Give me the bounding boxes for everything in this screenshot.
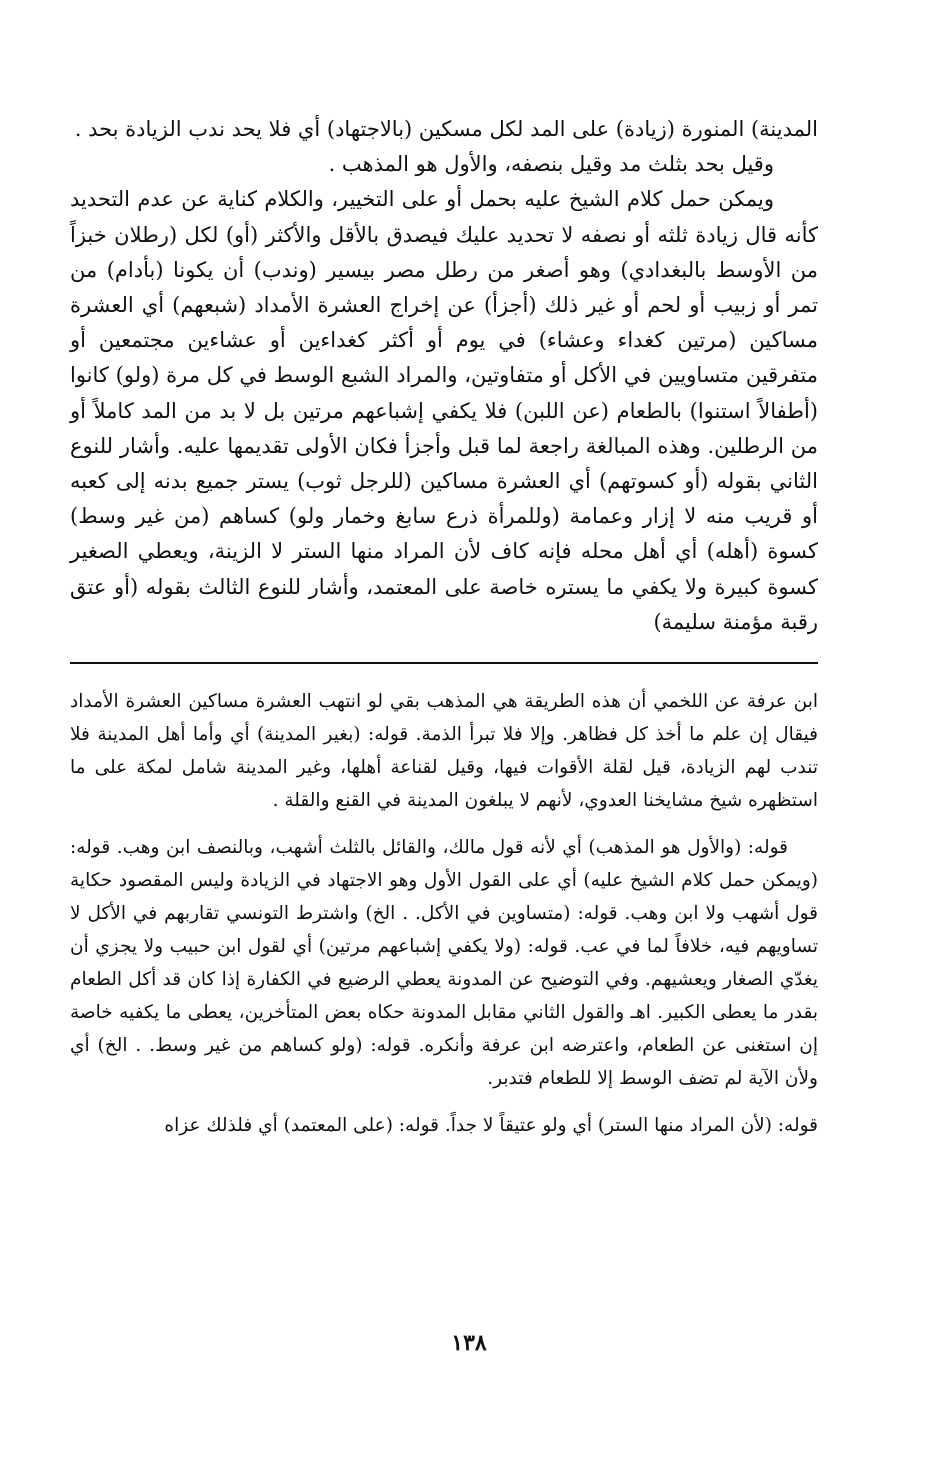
footnote-paragraph-3: قوله: (لأن المراد منها الستر) أي ولو عتيقاً لا جداً. قوله: (على المعتمد) أي فلذلك عزاه <box>164 1115 818 1137</box>
page-number: ١٣٨ <box>451 1330 487 1356</box>
footnote-paragraph-2: قوله: (والأول هو المذهب) أي لأنه قول مالك، والقائل بالثلث أشهب، وبالنصف ابن وهب. قوله: (ويمكن حمل كلام الشيخ عليه) أي على القول الأول وهو الاجتهاد في الزيادة وليس المقصود حكاية قول أشهب ولا ابن وهب. قوله: (متساوين في الأكل. . الخ) واشترط التونسي تقاربهم في الأكل لا تساويهم فيه، خلافاً لما في عب. قوله: (ولا يكفي إشباعهم مرتين) أي لقول ابن حبيب ولا يجزي أن يغدّي الصغار ويعشيهم. وفي التوضيح عن المدونة يعطي الرضيع في الكفارة إذا كان قد أكل الطعام بقدر ما يعطى الكبير. اهـ والقول الثاني مقابل المدونة حكاه بعض المتأخرين، يعطى ما يكفيه خاصة إن استغنى عن الطعام، واعترضه ابن عرفة وأنكره. قوله: (ولو كساهم من غير وسط. . الخ) أي ولأن الآية لم تضف الوسط إلا للطعام فتدبر. <box>70 837 818 1090</box>
main-text <box>70 112 818 640</box>
footnote-divider <box>70 662 818 664</box>
main-paragraph-3: ويمكن حمل كلام الشيخ عليه بحمل أو على التخيير، والكلام كناية عن عدم التحديد كأنه قال زيادة ثلثه أو نصفه لا تحديد عليك فيصدق بالأقل والأكثر (أو) لكل (رطلان خبزاً من الأوسط بالبغدادي) وهو أصغر من رطل مصر بيسير (وندب) أن يكونا (بأدام) من تمر أو زبيب أو لحم أو غير ذلك (أجزأ) عن إخراج العشرة الأمداد (شبعهم) أي العشرة مساكين (مرتين كغداء وعشاء) في يوم أو أكثر كغداءين أو عشاءين مجتمعين أو متفرقين متساويين في الأكل أو متفاوتين، والمراد الشبع الوسط في كل مرة (ولو) كانوا (أطفالاً استنوا) بالطعام (عن اللبن) فلا يكفي إشباعهم مرتين بل لا بد من المد كاملاً أو من الرطلين. وهذه المبالغة راجعة لما قبل وأجزأ فكان الأولى تقديمها عليه. وأشار للنوع الثاني بقوله (أو كسوتهم) أي العشرة مساكين (للرجل ثوب) يستر جميع بدنه إلى كعبه أو قريب منه لا إزار وعمامة (وللمرأة ذرع سابغ وخمار ولو) كساهم (من غير وسط) كسوة (أهله) أي أهل محله فإنه كاف لأن المراد منها الستر لا الزينة، ويعطي الصغير كسوة كبيرة ولا يكفي ما يستره خاصة على المعتمد، وأشار للنوع الثالث بقوله (أو عتق رقبة مؤمنة سليمة) <box>70 187 818 634</box>
footnotes <box>70 685 818 1142</box>
main-paragraph-2: وقيل بحد بثلث مد وقيل بنصفه، والأول هو المذهب . <box>328 152 774 177</box>
footnote-paragraph-1: ابن عرفة عن اللخمي أن هذه الطريقة هي المذهب بقي لو انتهب العشرة مساكين العشرة الأمداد فيقال إن علم ما أخذ كل فظاهر. وإلا فلا تبرأ الذمة. قوله: (بغير المدينة) أي وأما أهل المدينة فلا تندب لهم الزيادة، قيل لقلة الأقوات فيها، وقيل لقناعة أهلها، وغير المدينة شامل لمكة على ما استظهره شيخ مشايخنا العدوي، لأنهم لا يبلغون المدينة في القنع والقلة . <box>70 691 818 812</box>
main-paragraph-1: المدينة) المنورة (زيادة) على المد لكل مسكين (بالاجتهاد) أي فلا يحد ندب الزيادة بحد . <box>74 117 818 141</box>
page-body <box>70 112 818 1142</box>
